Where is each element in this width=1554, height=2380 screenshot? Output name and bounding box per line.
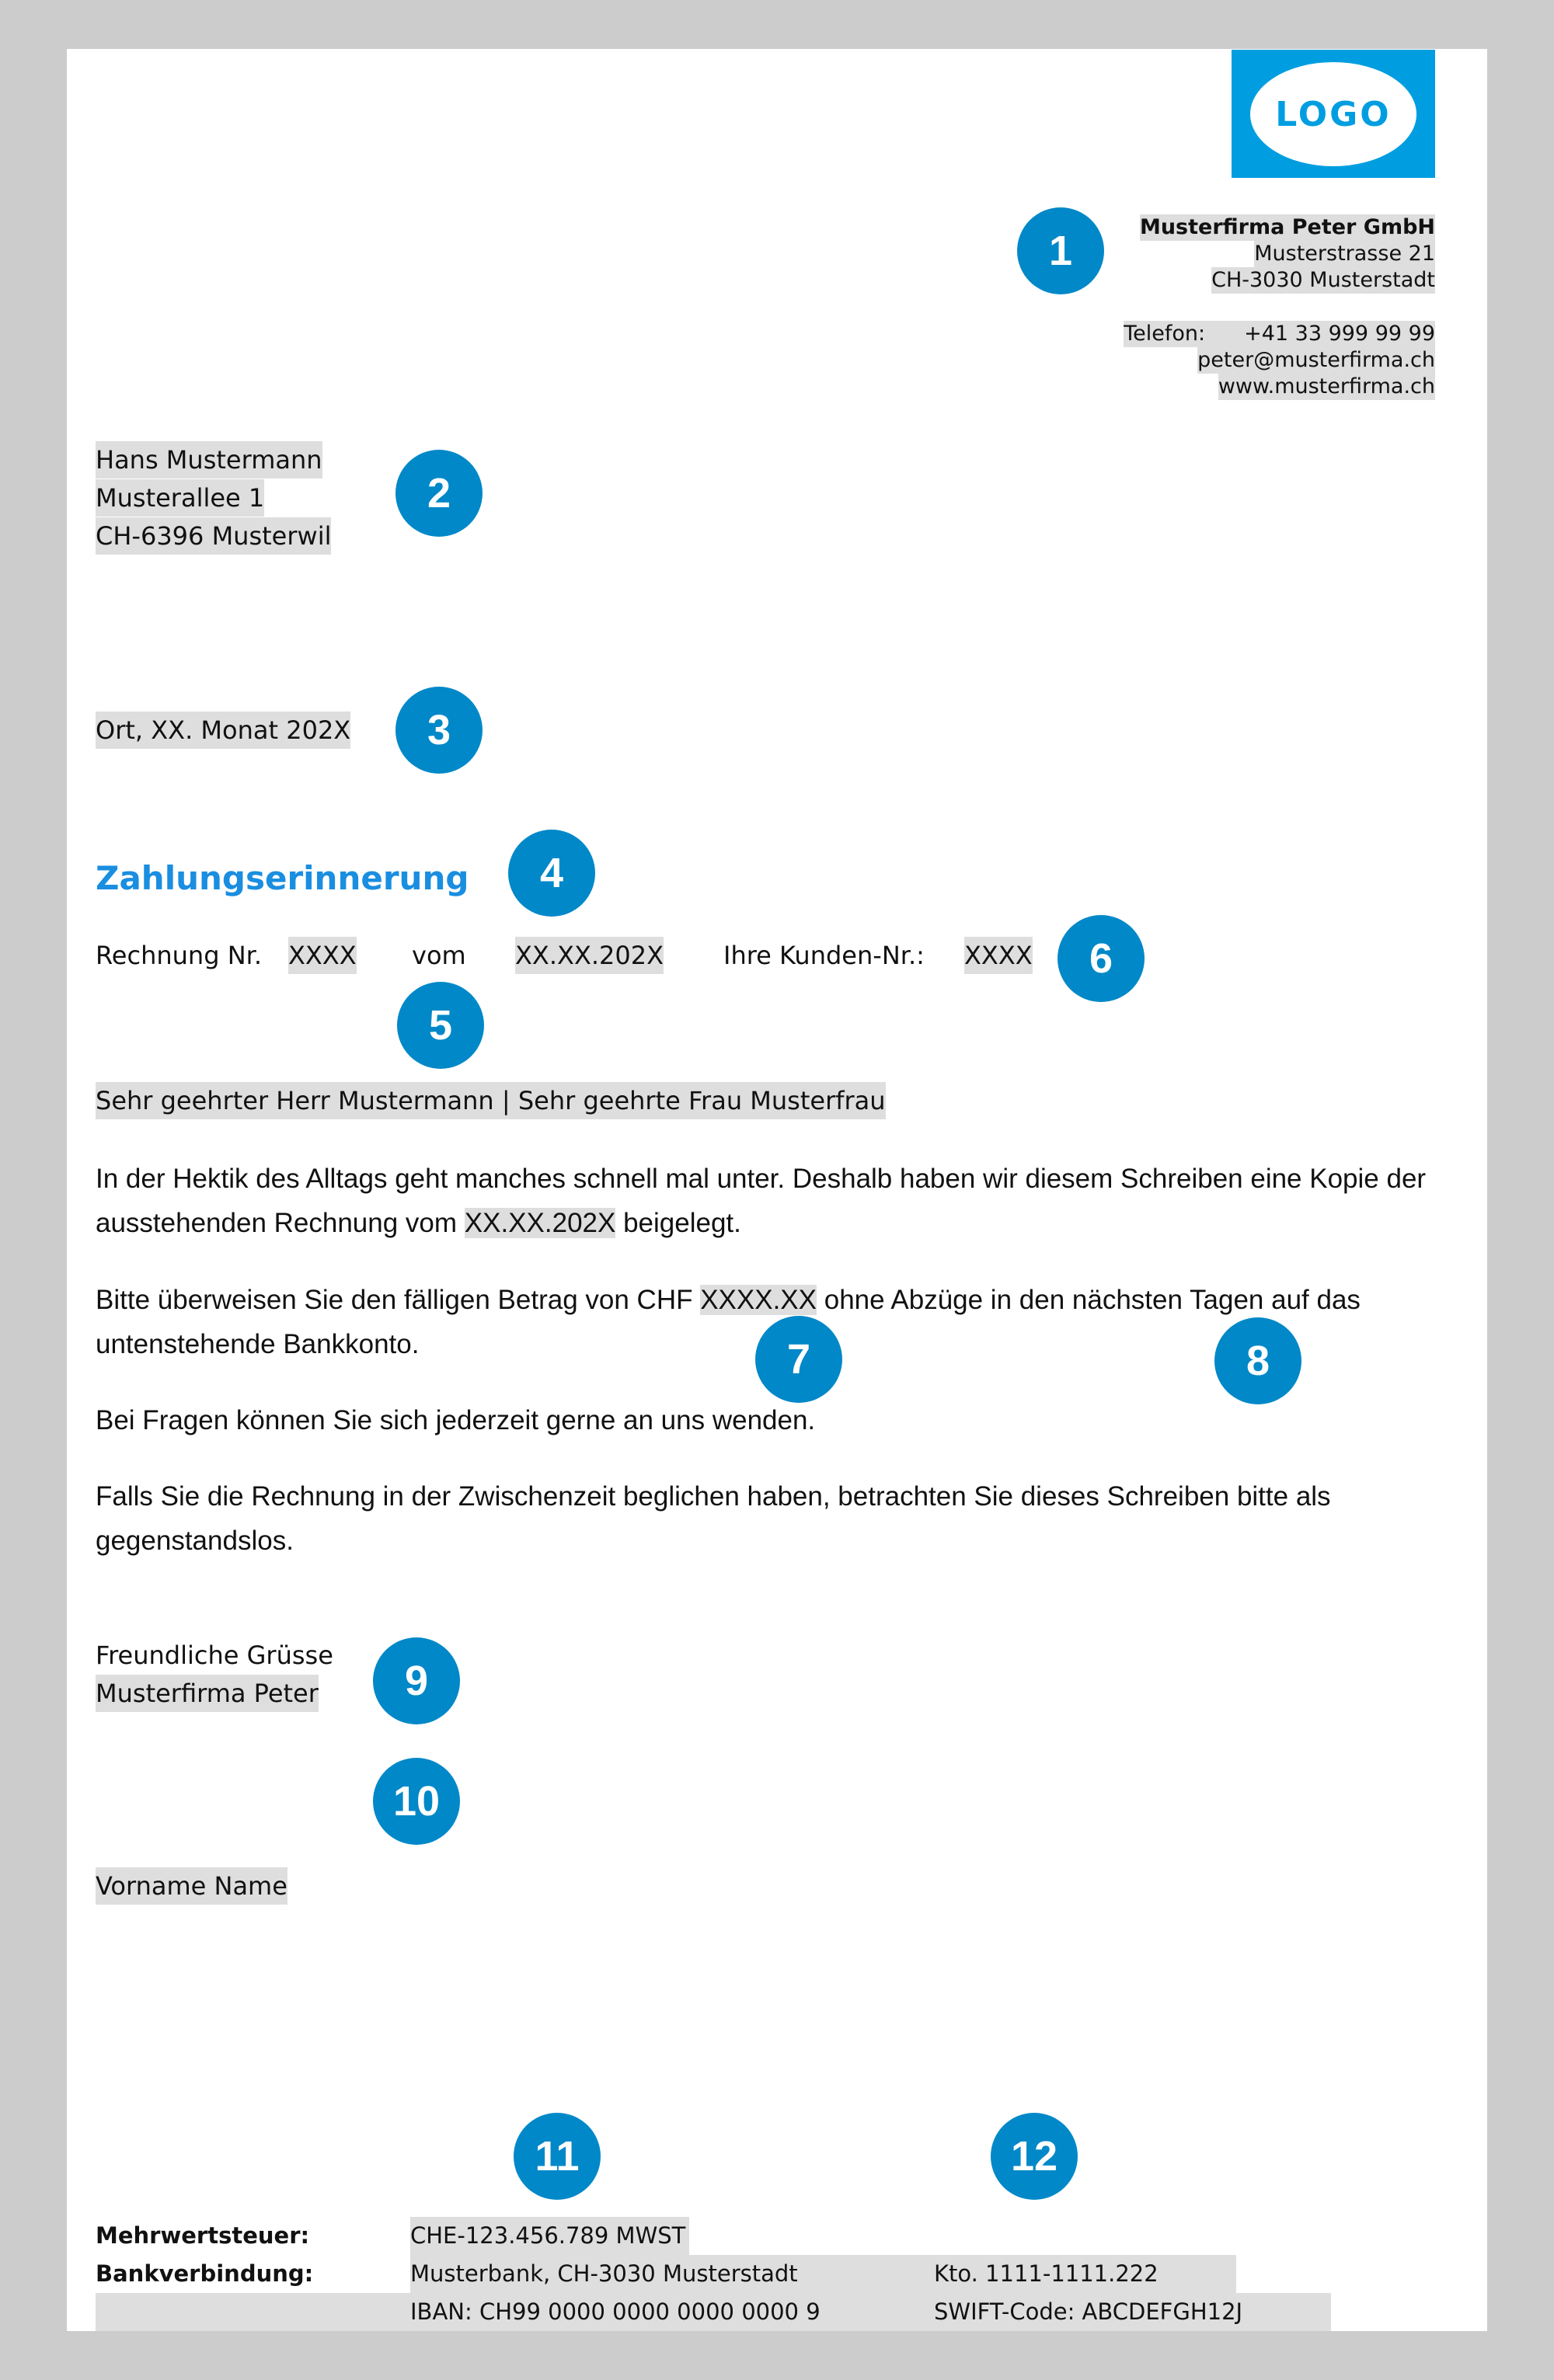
paragraph-4: Falls Sie die Rechnung in der Zwischenzeit beglichen haben, betrachten Sie dieses Schreiben bitte als gegenstandslos.: [96, 1481, 1331, 1556]
company-logo: [1232, 50, 1435, 178]
closing-greeting: Freundliche Grüsse: [96, 1641, 333, 1670]
sender-email[interactable]: peter@musterfirma.ch: [1197, 348, 1435, 372]
closing-company: Musterfirma Peter: [96, 1675, 319, 1712]
phone-number: +41 33 999 99 99: [1244, 322, 1435, 346]
attachment-date: XX.XX.202X: [464, 1208, 616, 1238]
paragraph-2: Bitte überweisen Sie den fälligen Betrag von CHF XXXX.XX ohne Abzüge in den nächsten Tagen auf das untenstehende Bankkonto.: [96, 1285, 1361, 1359]
badge-7: 7: [755, 1316, 842, 1403]
badge-11: 11: [514, 2113, 601, 2200]
recipient-street: Musterallee 1: [96, 479, 264, 517]
paragraph-1: In der Hektik des Alltags geht manches schnell mal unter. Deshalb haben wir diesem Schreiben eine Kopie der ausstehenden Rechnung vom XX.XX.202X beigelegt.: [96, 1164, 1427, 1238]
letter-page: [67, 49, 1487, 2331]
vat-label: Mehrwertsteuer:: [96, 2222, 310, 2249]
bank-label: Bankverbindung:: [96, 2260, 314, 2287]
paragraph-3: Bei Fragen können Sie sich jederzeit gerne an uns wenden.: [96, 1405, 816, 1435]
recipient-name: Hans Mustermann: [96, 441, 322, 478]
badge-5: 5: [397, 982, 484, 1069]
amount: XXXX.XX: [700, 1285, 817, 1315]
recipient-city: CH-6396 Musterwil: [96, 517, 331, 555]
vat-number: CHE-123.456.789 MWST: [410, 2217, 689, 2255]
letter-date: Ort, XX. Monat 202X: [96, 712, 350, 749]
signer-name: Vorname Name: [96, 1867, 287, 1905]
badge-1: 1: [1017, 207, 1104, 294]
invoice-label: Rechnung Nr.: [96, 941, 263, 970]
badge-10: 10: [373, 1758, 460, 1845]
badge-2: 2: [395, 450, 483, 537]
sender-street: Musterstrasse 21: [1254, 242, 1435, 266]
badge-3: 3: [395, 687, 483, 774]
customer-number: XXXX: [964, 937, 1033, 974]
badge-9: 9: [373, 1637, 460, 1724]
logo-text: LOGO: [1250, 62, 1416, 166]
salutation: Sehr geehrter Herr Mustermann | Sehr geehrte Frau Musterfrau: [96, 1082, 886, 1119]
invoice-date: XX.XX.202X: [515, 937, 664, 974]
sender-website[interactable]: www.musterfirma.ch: [1218, 374, 1435, 398]
badge-4: 4: [508, 830, 595, 917]
phone-label: Telefon:: [1124, 322, 1206, 346]
bank-account: Kto. 1111-1111.222: [934, 2260, 1159, 2287]
badge-12: 12: [991, 2113, 1078, 2200]
badge-8: 8: [1214, 1317, 1301, 1404]
letter-title: Zahlungserinnerung: [96, 859, 469, 897]
iban: IBAN: CH99 0000 0000 0000 0000 9: [410, 2298, 821, 2325]
swift-code: SWIFT-Code: ABCDEFGH12J: [934, 2298, 1243, 2325]
from-label: vom: [412, 941, 466, 970]
sender-phone: [1124, 321, 1435, 347]
invoice-number: XXXX: [288, 937, 357, 974]
sender-city: CH-3030 Musterstadt: [1211, 268, 1435, 292]
badge-6: 6: [1057, 915, 1145, 1002]
bank-name: Musterbank, CH-3030 Musterstadt: [410, 2260, 798, 2287]
customer-label: Ihre Kunden-Nr.:: [723, 941, 925, 970]
sender-company: Musterfirma Peter GmbH: [1139, 215, 1435, 239]
